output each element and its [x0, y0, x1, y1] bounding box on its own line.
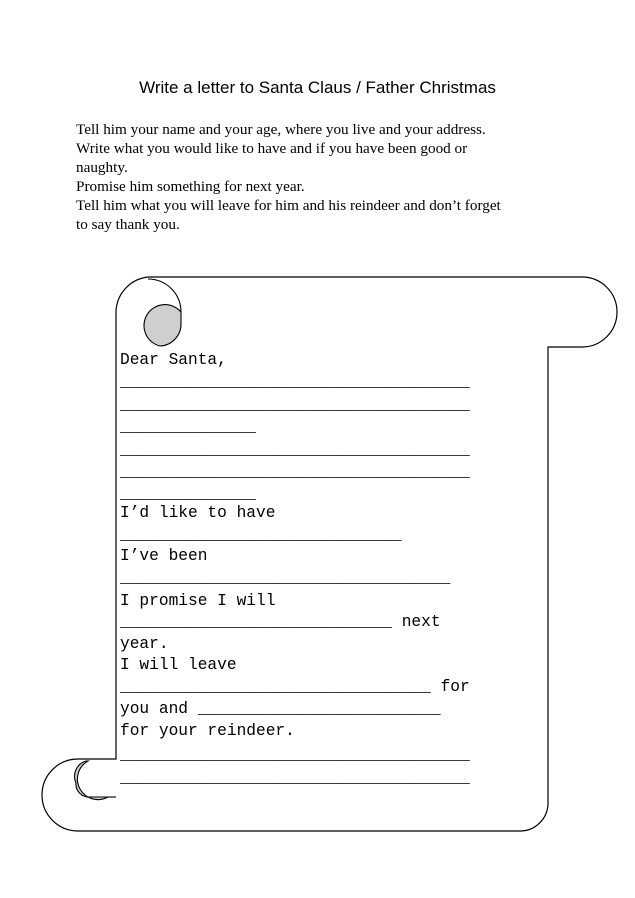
greeting: Dear Santa,	[120, 351, 227, 369]
blank-line[interactable]: ____________________________________	[120, 441, 470, 459]
blank-line[interactable]: ____________________________________	[120, 463, 470, 481]
like-blank[interactable]: _____________________________	[120, 526, 402, 544]
promise-prompt: I promise I will	[120, 592, 276, 610]
reindeer-line: for your reindeer.	[120, 722, 295, 740]
promise-end: year.	[120, 635, 169, 653]
been-blank[interactable]: __________________________________	[120, 569, 451, 587]
leave-line[interactable]: ________________________________ for	[120, 678, 470, 696]
instruction-line: Write what you would like to have and if you have been good or	[76, 140, 468, 157]
page-title: Write a letter to Santa Claus / Father Christmas	[139, 78, 496, 97]
you-and-line[interactable]: you and _________________________	[120, 700, 441, 718]
blank-line[interactable]: ____________________________________	[120, 746, 470, 764]
like-prompt: I’d like to have	[120, 504, 276, 522]
blank-line[interactable]: ____________________________________	[120, 396, 470, 414]
been-prompt: I’ve been	[120, 547, 208, 565]
leave-prompt: I will leave	[120, 656, 237, 674]
instruction-line: Tell him your name and your age, where you live and your address.	[76, 121, 486, 138]
blank-line[interactable]: ______________	[120, 485, 256, 503]
blank-line[interactable]: ______________	[120, 418, 256, 436]
blank-line[interactable]: ____________________________________	[120, 373, 470, 391]
instruction-line: naughty.	[76, 159, 128, 176]
promise-line[interactable]: ____________________________ next	[120, 613, 441, 631]
blank-line[interactable]: ____________________________________	[120, 769, 470, 787]
instruction-line: to say thank you.	[76, 216, 180, 233]
instruction-line: Promise him something for next year.	[76, 178, 305, 195]
instruction-line: Tell him what you will leave for him and his reindeer and don’t forget	[76, 197, 501, 214]
